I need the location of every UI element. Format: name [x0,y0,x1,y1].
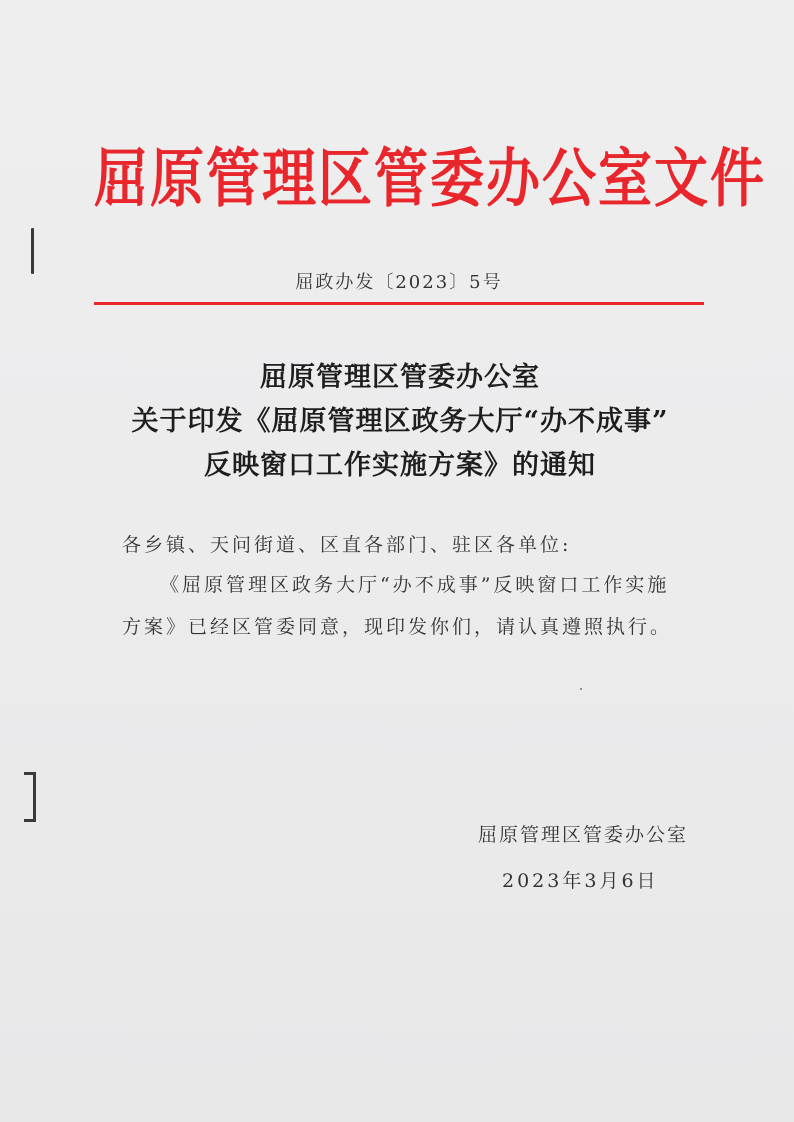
binding-mark-bottom [33,772,36,822]
document-number: 屈政办发〔2023〕5号 [295,272,503,293]
paper-speck [580,688,582,690]
binding-mark-bottom-cap-top [24,772,36,775]
notice-title [80,356,720,488]
notice-title-line-2: 关于印发《屈原管理区政务大厅“办不成事” [131,406,669,437]
binding-mark-top [31,228,34,274]
addressee-line: 各乡镇、天问街道、区直各部门、驻区各单位: [122,534,572,556]
notice-title-line-3: 反映窗口工作实施方案》的通知 [204,450,596,481]
body-paragraph-line-1: 《屈原管理区政务大厅“办不成事”反映窗口工作实施 [160,574,670,596]
binding-mark-bottom-cap-bottom [24,819,36,822]
header-red-rule [94,302,704,305]
notice-title-line-1: 屈原管理区管委办公室 [260,362,540,393]
issue-date: 2023年3月6日 [502,870,659,892]
document-header-title: 屈原管理区管委办公室文件 [94,140,766,216]
issuer-signature: 屈原管理区管委办公室 [478,824,689,846]
body-paragraph-line-2: 方案》已经区管委同意，现印发你们，请认真遵照执行。 [122,616,673,638]
